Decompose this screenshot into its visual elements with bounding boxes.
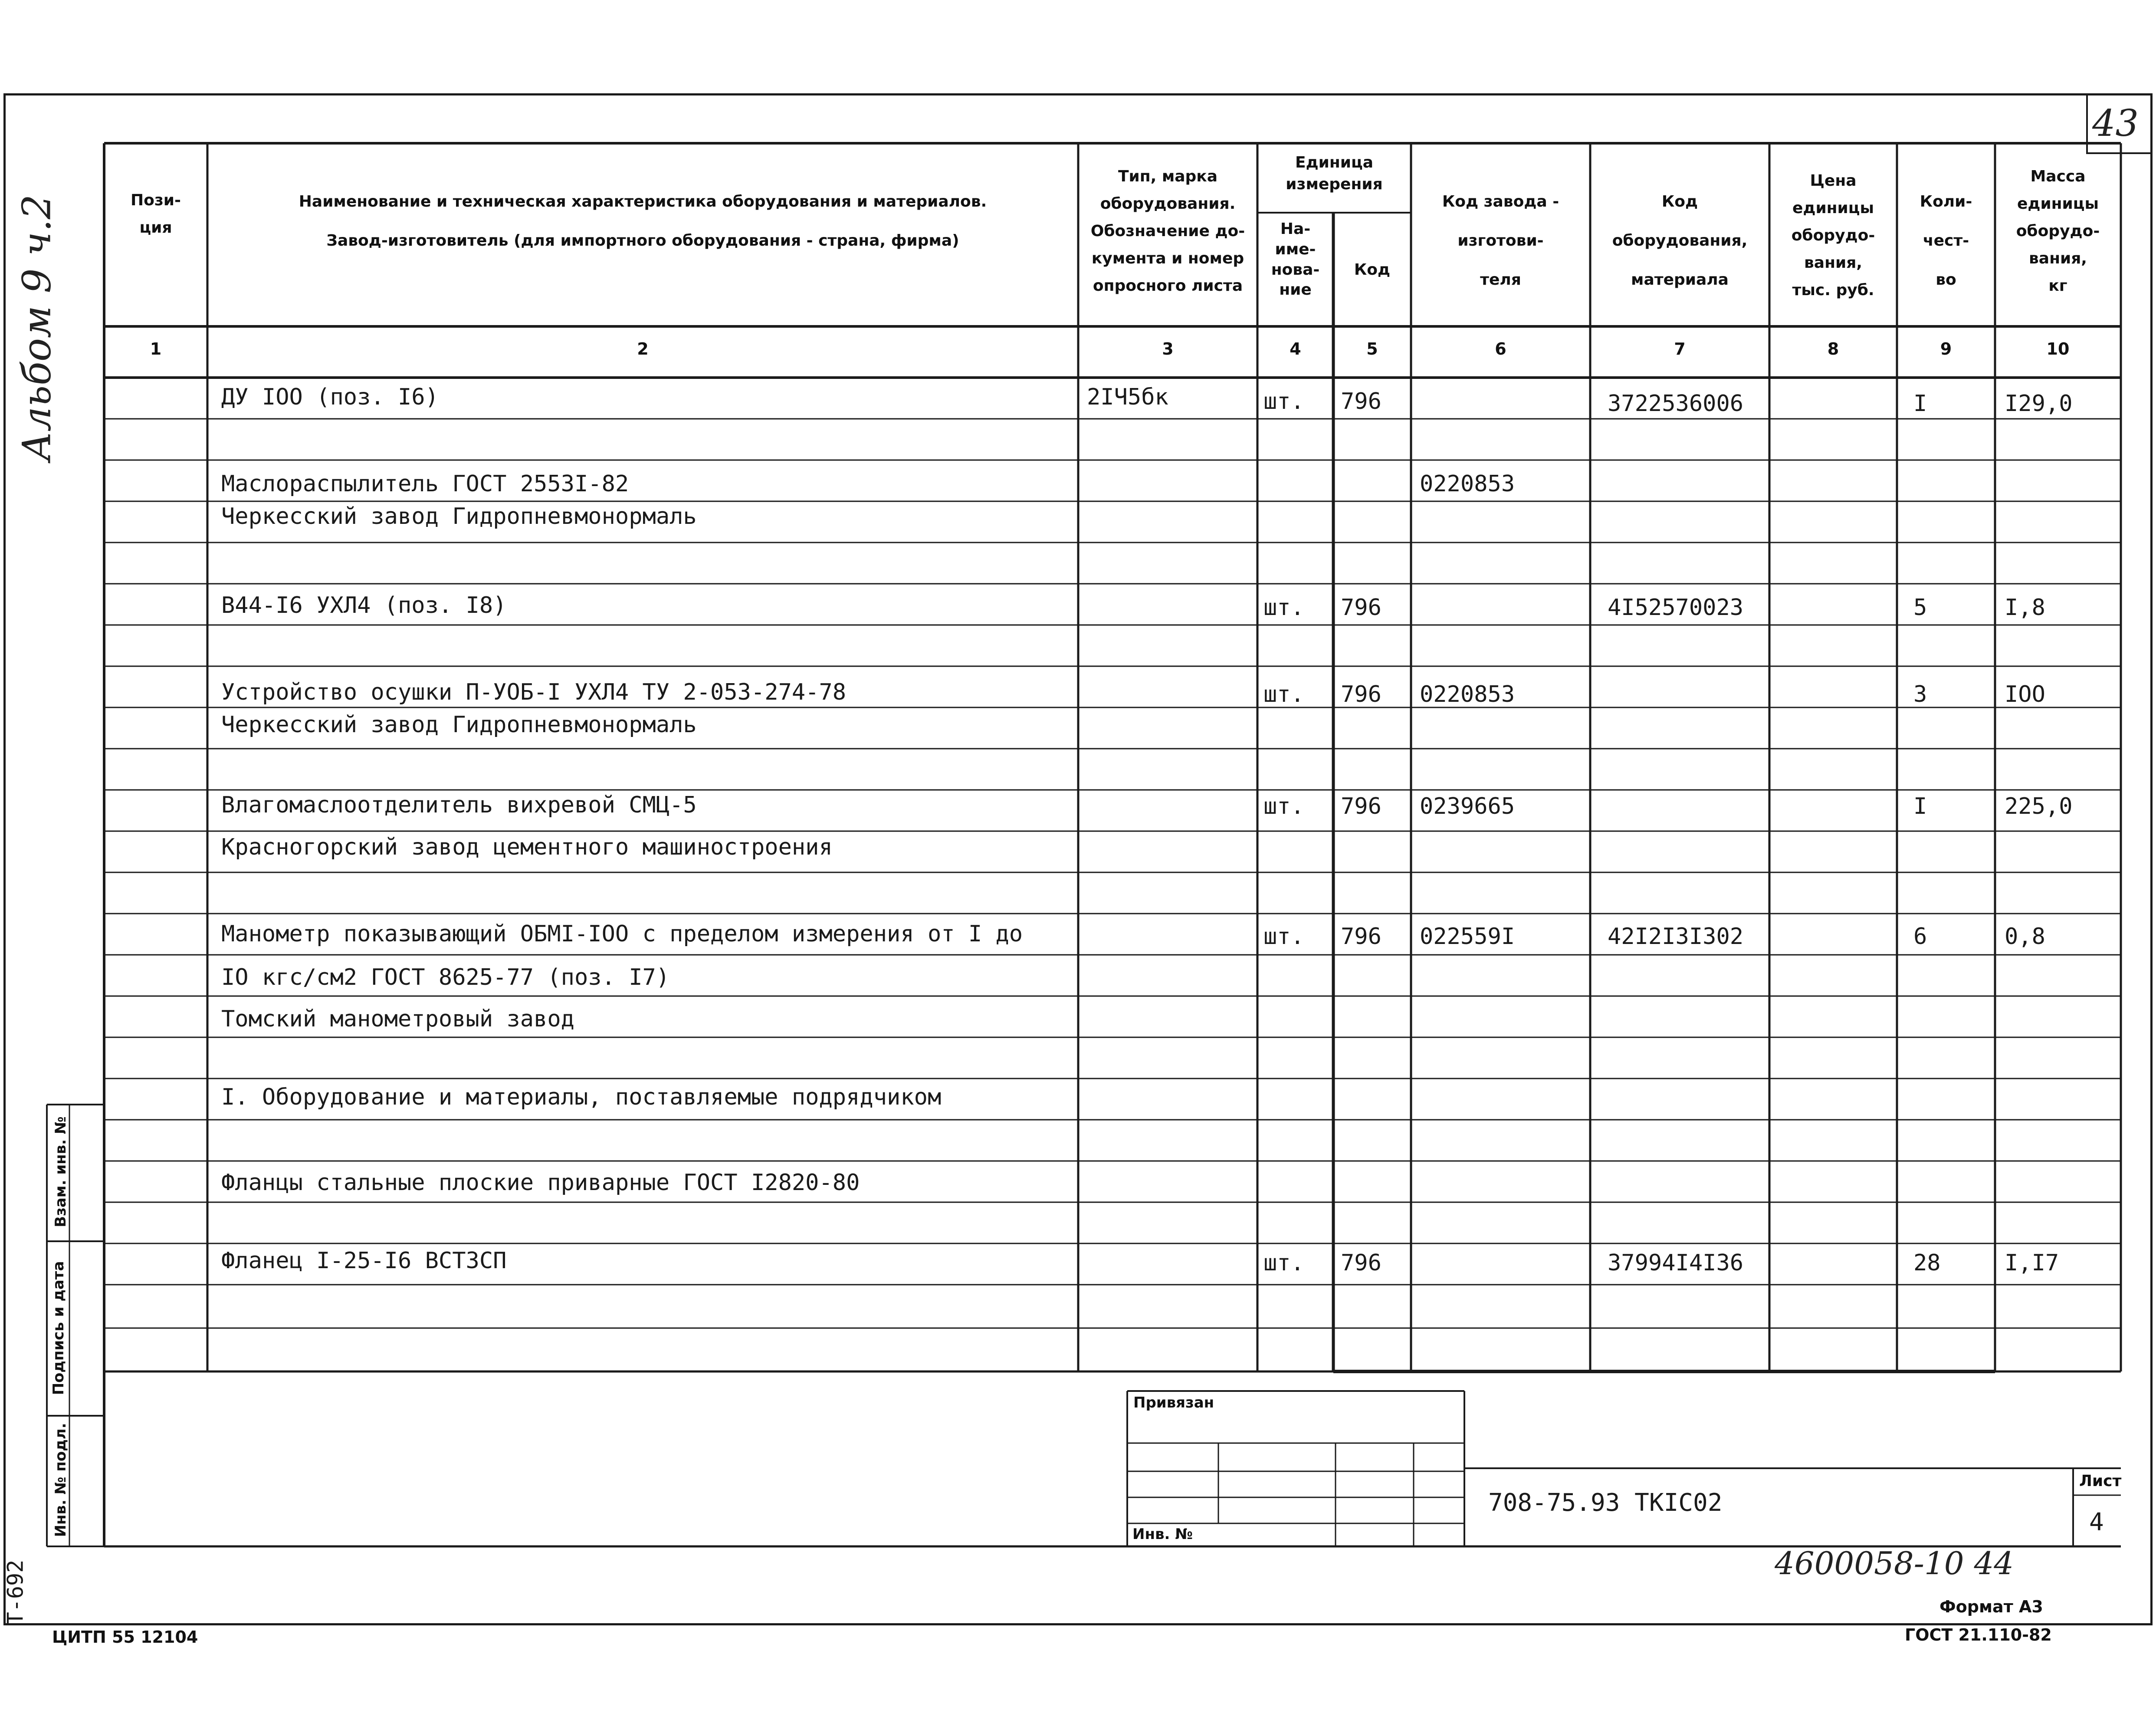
row-6-unit: шт.: [1263, 793, 1304, 819]
tsitp-label: ЦИТП 55 12104: [52, 1628, 198, 1647]
row-1-name: Маслораспылитель ГОСТ 2553I-82: [221, 471, 629, 497]
row-8-maker-code: 022559I: [1420, 924, 1515, 950]
privyazan-label: Привязан: [1133, 1394, 1214, 1411]
stamp-podpis-data: Подпись и дата: [50, 1261, 67, 1395]
col-6-header: Код завода - изготови- теля: [1442, 193, 1559, 289]
row-4-unit-code: 796: [1341, 681, 1382, 707]
handwritten-number: 4600058-10 44: [1775, 1545, 2014, 1582]
row-1-maker-code: 0220853: [1420, 471, 1515, 497]
row-2-name: Черкесский завод Гидропневмонормаль: [221, 503, 697, 529]
row-6-mass: 225,0: [2005, 793, 2073, 819]
row-0-unit: шт.: [1263, 388, 1304, 414]
sheet-label: Лист: [2079, 1472, 2122, 1490]
row-13-qty: 28: [1913, 1250, 1941, 1276]
row-6-name: Влагомаслоотделитель вихревой СМЦ-5: [221, 792, 697, 818]
row-13-name: Фланец I-25-I6 ВСТ3СП: [221, 1248, 507, 1274]
row-0-qty: I: [1913, 391, 1927, 417]
col-10-header: Масса единицы оборудо- вания, кг: [2016, 168, 2100, 295]
row-8-mass: 0,8: [2005, 924, 2045, 950]
row-3-qty: 5: [1913, 595, 1927, 621]
unit-group-header: Единица измерения: [1286, 154, 1383, 194]
row-11-name: I. Оборудование и материалы, поставляемые подрядчиком: [221, 1084, 942, 1110]
sheet-number: 43: [2092, 102, 2139, 145]
row-8-equip-code: 42I2I3I302: [1608, 924, 1744, 950]
doc-code: 708-75.93 ТКIС02: [1488, 1489, 1723, 1517]
album-note: Альбом 9 ч.2: [14, 194, 60, 461]
row-12-name: Фланцы стальные плоские приварные ГОСТ I2820-80: [221, 1170, 860, 1196]
col-num-9: 9: [1940, 339, 1952, 358]
row-13-mass: I,I7: [2005, 1250, 2059, 1276]
col-4-header: На- име- нова- ние: [1271, 220, 1320, 299]
col-8-header: Цена единицы оборудо- вания, тыс. руб.: [1791, 172, 1875, 299]
row-3-mass: I,8: [2005, 595, 2045, 621]
row-3-equip-code: 4I52570023: [1608, 595, 1744, 621]
col-num-6: 6: [1495, 339, 1506, 358]
row-8-unit-code: 796: [1341, 924, 1382, 950]
col-7-header: Код оборудования, материала: [1612, 193, 1748, 289]
row-4-maker-code: 0220853: [1420, 681, 1515, 707]
row-0-unit-code: 796: [1341, 388, 1382, 414]
row-7-name: Красногорский завод цементного машиностроения: [221, 834, 833, 860]
col-3-header: Тип, марка оборудования. Обозначение до- кумента и номер опросного листа: [1090, 168, 1245, 295]
col-num-7: 7: [1674, 339, 1686, 358]
row-6-unit-code: 796: [1341, 793, 1382, 819]
col-num-8: 8: [1827, 339, 1839, 358]
stamp-inv-podl: Инв. № подл.: [52, 1423, 69, 1537]
col-2-header: Наименование и техническая характеристика оборудования и материалов. Завод-изготовитель (для импортного оборудования - страна, фирма): [299, 193, 987, 250]
row-6-maker-code: 0239665: [1420, 793, 1515, 819]
row-8-name: Манометр показывающий ОБМI-IOO с пределом измерения от I до: [221, 921, 1023, 947]
row-4-qty: 3: [1913, 681, 1927, 707]
col-num-10: 10: [2046, 339, 2070, 358]
row-0-mass: I29,0: [2005, 391, 2073, 417]
col-num-1: 1: [150, 339, 162, 358]
row-3-unit-code: 796: [1341, 595, 1382, 621]
row-13-unit-code: 796: [1341, 1250, 1382, 1276]
row-6-qty: I: [1913, 793, 1927, 819]
col-num-4: 4: [1290, 339, 1301, 358]
row-0-equip-code: 3722536006: [1608, 391, 1744, 417]
row-4-unit: шт.: [1263, 681, 1304, 707]
row-3-name: В44-I6 УХЛ4 (поз. I8): [221, 592, 507, 618]
row-10-name: Томский манометровый завод: [221, 1006, 574, 1032]
col-5-header: Код: [1354, 261, 1391, 279]
col-num-5: 5: [1366, 339, 1378, 358]
row-13-unit: шт.: [1263, 1250, 1304, 1276]
form-code: Т-692: [3, 1559, 28, 1625]
stamp-vzam-inv: Взам. инв. №: [52, 1116, 69, 1227]
inv-no-label: Инв. №: [1132, 1526, 1193, 1543]
row-9-name: IO кгс/см2 ГОСТ 8625-77 (поз. I7): [221, 964, 670, 990]
row-5-name: Черкесский завод Гидропневмонормаль: [221, 712, 697, 738]
row-4-name: Устройство осушки П-УОБ-I УХЛ4 ТУ 2-053-274-78: [221, 679, 847, 705]
row-8-unit: шт.: [1263, 924, 1304, 950]
row-3-unit: шт.: [1263, 595, 1304, 621]
row-13-equip-code: 37994I4I36: [1608, 1250, 1744, 1276]
col-1-header: Пози- ция: [131, 191, 181, 237]
row-4-mass: IOO: [2005, 681, 2045, 707]
col-num-2: 2: [637, 339, 649, 358]
row-0-name: ДУ IOO (поз. I6): [221, 384, 439, 410]
row-8-qty: 6: [1913, 924, 1927, 950]
row-0-type: 2IЧ5бк: [1087, 384, 1168, 410]
format-label: Формат А3: [1939, 1597, 2043, 1616]
sheet-value: 4: [2089, 1508, 2104, 1536]
gost-label: ГОСТ 21.110-82: [1905, 1625, 2052, 1644]
col-9-header: Коли- чест- во: [1920, 193, 1972, 289]
col-num-3: 3: [1162, 339, 1174, 358]
